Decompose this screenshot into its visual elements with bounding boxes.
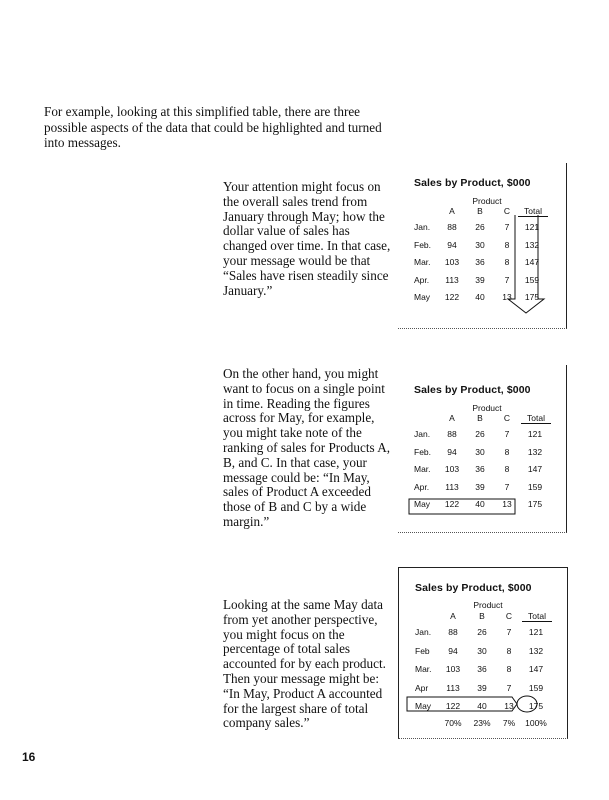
table-cell: 13 — [504, 701, 514, 711]
table-cell: 8 — [504, 464, 510, 474]
row-label: Mar. — [414, 257, 431, 267]
row-label: Apr. — [414, 481, 430, 492]
table-cell: 94 — [447, 239, 457, 250]
table-cell: 40 — [475, 499, 485, 509]
table-cell: 39 — [475, 274, 485, 285]
row-label: May — [414, 292, 431, 302]
column-header: B — [479, 611, 485, 621]
table-cell: 159 — [528, 682, 544, 693]
table-cell: 7 — [506, 627, 512, 637]
table-cell: 113 — [445, 481, 459, 492]
sales-table-trend — [398, 163, 567, 329]
trend-paragraph: Your attention might focus on the overall sales trend from January through May; how the dollar value of sales has changed over time. In that case, your message would be that “Sales have risen steadily since January.” — [223, 179, 391, 298]
product-header: Product — [472, 403, 502, 413]
table-cell: 122 — [444, 292, 460, 302]
row-label: Mar. — [415, 664, 432, 674]
percent-cell: 100% — [525, 718, 547, 728]
table-cell: 121 — [528, 627, 544, 637]
table-title: Sales by Product, $000 — [414, 384, 531, 396]
table-cell: 7 — [504, 274, 510, 285]
table-cell: 26 — [477, 627, 487, 637]
table-cell: 36 — [477, 664, 487, 674]
row-label: Feb. — [414, 239, 432, 250]
table-cell: 7 — [504, 429, 510, 439]
column-header: C — [503, 206, 511, 216]
table-cell: 159 — [524, 274, 540, 285]
column-header: C — [505, 611, 513, 621]
table-cell: 147 — [528, 664, 544, 674]
percent-cell: 23% — [473, 718, 491, 728]
table-cell: 121 — [524, 222, 540, 232]
table-cell: 8 — [504, 446, 510, 457]
column-header: C — [503, 413, 511, 423]
table-cell: 30 — [475, 446, 485, 457]
sales-table-may-row — [398, 365, 567, 533]
table-cell: 26 — [475, 429, 485, 439]
row-label: Feb — [415, 645, 430, 656]
column-header: A — [449, 413, 455, 423]
table-cell: 113 — [445, 274, 459, 285]
table-cell: 147 — [527, 464, 543, 474]
share-paragraph: Looking at the same May data from yet another perspective, you might focus on the percentage of total sales accounted for by each product. Then your message might be: “In May, Product A accounted for the largest share of total company sales.” — [223, 597, 386, 731]
column-header: Total — [518, 206, 548, 217]
percent-cell: 70% — [444, 718, 462, 728]
column-header: A — [450, 611, 456, 621]
table-title: Sales by Product, $000 — [415, 582, 532, 594]
table-cell: 103 — [444, 257, 460, 267]
table-cell: 36 — [475, 464, 485, 474]
ranking-paragraph: On the other hand, you might want to focus on a single point in time. Reading the figures across for May, for example, you might take note of the ranking of sales for Products A, B, and C. In that case, your message could be: “In May, sales of Product A exceeded those of B and C by a wide margin.” — [223, 366, 391, 529]
intro-paragraph: For example, looking at this simplified table, there are three possible aspects of the data that could be highlighted and turned into messages. — [44, 104, 382, 151]
table-cell: 7 — [504, 222, 510, 232]
table-cell: 132 — [524, 239, 540, 250]
table-cell: 94 — [448, 645, 458, 656]
table-cell: 88 — [447, 222, 457, 232]
column-header: A — [449, 206, 455, 216]
product-header: Product — [472, 196, 502, 206]
row-label: Apr. — [414, 274, 430, 285]
table-cell: 8 — [506, 645, 512, 656]
table-cell: 13 — [502, 499, 512, 509]
table-cell: 36 — [475, 257, 485, 267]
row-label: Jan. — [414, 222, 431, 232]
table-cell: 8 — [504, 239, 510, 250]
row-label: Jan. — [415, 627, 432, 637]
table-cell: 39 — [475, 481, 485, 492]
column-header: Total — [521, 413, 551, 424]
table-cell: 40 — [475, 292, 485, 302]
table-cell: 113 — [446, 682, 460, 693]
table-cell: 147 — [524, 257, 540, 267]
table-cell: 8 — [504, 257, 510, 267]
row-label: May — [415, 701, 432, 711]
column-header: Total — [522, 611, 552, 622]
table-cell: 132 — [528, 645, 544, 656]
table-cell: 7 — [504, 481, 510, 492]
table-cell: 8 — [506, 664, 512, 674]
table-cell: 122 — [444, 499, 460, 509]
table-cell: 13 — [502, 292, 512, 302]
page-number: 16 — [22, 750, 36, 764]
table-cell: 94 — [447, 446, 457, 457]
table-cell: 132 — [527, 446, 543, 457]
table-cell: 88 — [448, 627, 458, 637]
table-cell: 175 — [524, 292, 540, 302]
row-label: Feb. — [414, 446, 432, 457]
table-cell: 39 — [477, 682, 487, 693]
table-title: Sales by Product, $000 — [414, 177, 531, 189]
table-cell: 175 — [527, 499, 543, 509]
product-header: Product — [473, 600, 503, 610]
table-cell: 88 — [447, 429, 457, 439]
table-cell: 121 — [527, 429, 543, 439]
row-label: Apr — [415, 682, 429, 693]
table-cell: 175 — [528, 701, 544, 711]
column-header: B — [477, 206, 483, 216]
table-cell: 26 — [475, 222, 485, 232]
table-cell: 30 — [475, 239, 485, 250]
table-cell: 103 — [444, 464, 460, 474]
row-label: Mar. — [414, 464, 431, 474]
table-cell: 30 — [477, 645, 487, 656]
row-label: May — [414, 499, 431, 509]
row-label: Jan. — [414, 429, 431, 439]
sales-table-share — [398, 567, 568, 739]
table-cell: 40 — [477, 701, 487, 711]
percent-cell: 7% — [502, 718, 516, 728]
column-header: B — [477, 413, 483, 423]
table-cell: 159 — [527, 481, 543, 492]
table-cell: 122 — [445, 701, 461, 711]
table-cell: 103 — [445, 664, 461, 674]
table-cell: 7 — [506, 682, 512, 693]
